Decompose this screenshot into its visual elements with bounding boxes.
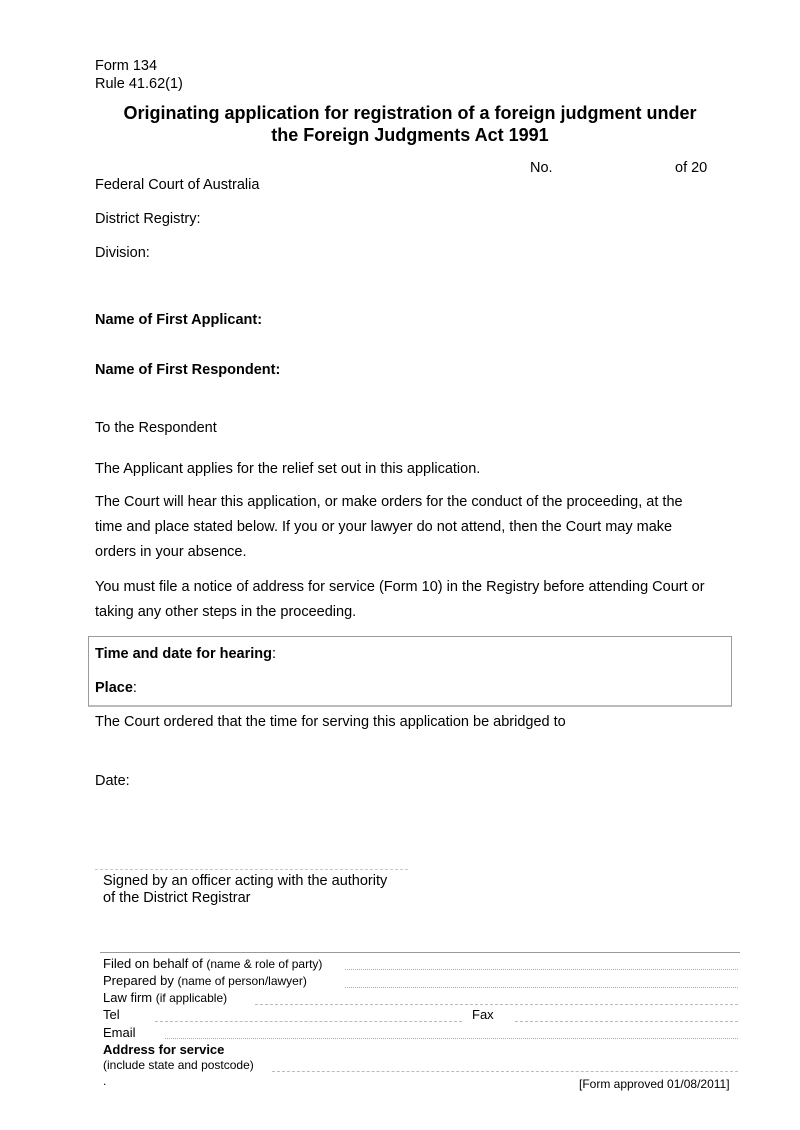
colon: : [132,680,137,696]
law-firm [103,990,227,1005]
court-name: Federal Court of Australia [95,177,260,193]
colon: : [272,646,277,662]
paragraph-notice-line-1: You must file a notice of address for service (Form 10) in the Registry before attending Court or [95,579,705,595]
hearing-place-label: Place [95,680,133,696]
first-respondent-label: Name of First Respondent: [95,362,281,378]
district-registry-label: District Registry: [95,211,201,227]
email-field[interactable] [165,1038,738,1039]
division-label: Division: [95,245,150,261]
law-firm-hint: (if applicable) [155,991,228,1005]
address-for-service-label: Address for service [103,1042,225,1057]
title-line-2: the Foreign Judgments Act 1991 [271,125,549,145]
title-line-1: Originating application for registration of a foreign judgment under [123,103,697,123]
to-respondent: To the Respondent [95,420,217,436]
signature-line[interactable] [95,869,408,870]
law-firm-label: Law firm [103,990,153,1005]
signature-caption-line-1: Signed by an officer acting with the authority [103,873,388,889]
address-for-service-field[interactable] [272,1071,738,1072]
hearing-place [95,680,137,696]
case-number-label: No. [530,160,553,176]
filed-on-behalf-label: Filed on behalf of [103,956,203,971]
tel-label: Tel [103,1007,120,1022]
filed-on-behalf-hint: (name & role of party) [206,957,323,971]
case-year-label: of 20 [675,160,708,176]
hearing-time-date [95,646,276,662]
paragraph-hearing-line-3: orders in your absence. [95,544,247,560]
fax-field[interactable] [515,1021,738,1022]
rule-reference: Rule 41.62(1) [95,76,183,92]
filed-on-behalf-field[interactable] [345,969,738,970]
paragraph-relief: The Applicant applies for the relief set out in this application. [95,461,481,477]
footer-divider [100,952,740,953]
fax-label: Fax [472,1007,494,1022]
page-title [95,102,725,146]
filed-on-behalf [103,956,322,971]
law-firm-field[interactable] [255,1004,738,1005]
prepared-by [103,973,307,988]
footer-dot: . [103,1074,107,1088]
signature-caption-line-2: of the District Registrar [103,890,251,906]
paragraph-notice-line-2: taking any other steps in the proceeding. [95,604,357,620]
prepared-by-field[interactable] [345,987,738,988]
first-applicant-label: Name of First Applicant: [95,312,263,328]
prepared-by-label: Prepared by [103,973,174,988]
paragraph-hearing-line-1: The Court will hear this application, or make orders for the conduct of the proceeding, at the [95,494,683,510]
hearing-time-date-label: Time and date for hearing [95,646,272,662]
tel-field[interactable] [155,1021,462,1022]
email-label: Email [103,1025,136,1040]
abridged-text: The Court ordered that the time for serving this application be abridged to [95,714,566,730]
paragraph-hearing-line-2: time and place stated below. If you or your lawyer do not attend, then the Court may make [95,519,673,535]
date-label: Date: [95,773,130,789]
form-approved-date: [Form approved 01/08/2011] [579,1077,730,1091]
form-number: Form 134 [95,58,158,74]
prepared-by-hint: (name of person/lawyer) [177,974,307,988]
address-for-service-hint: (include state and postcode) [103,1058,254,1072]
